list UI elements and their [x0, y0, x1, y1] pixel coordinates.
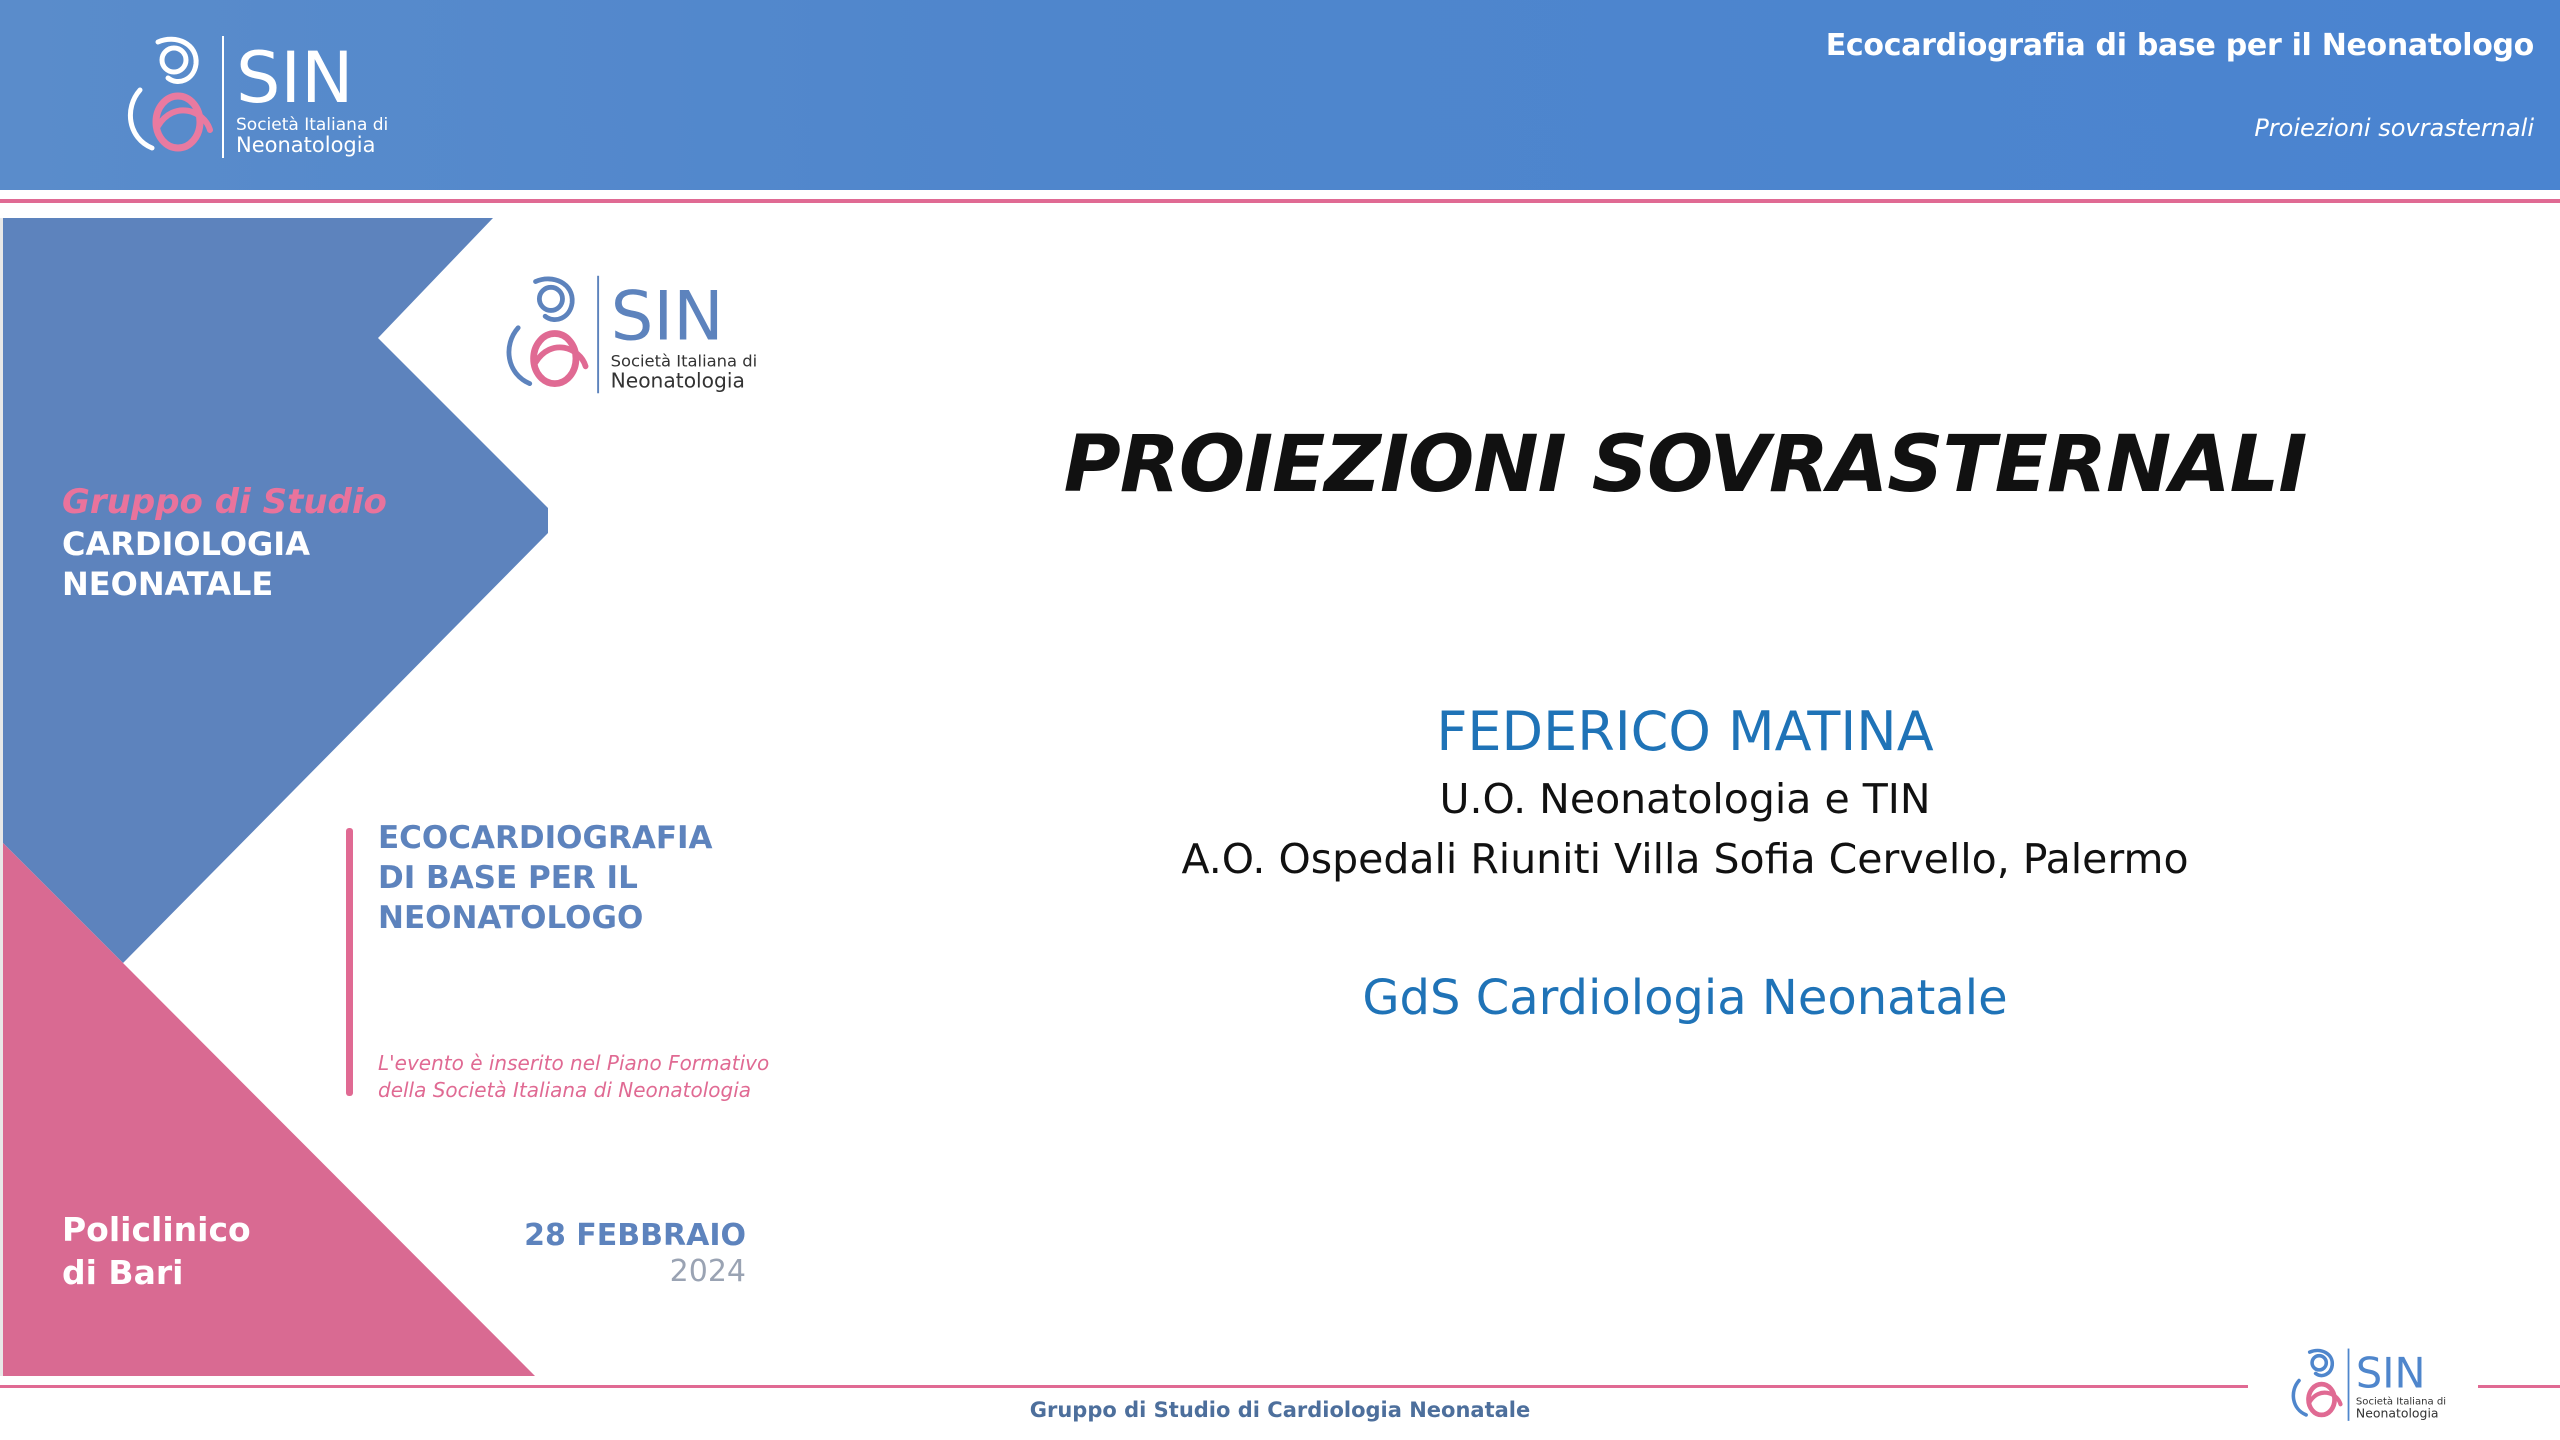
- poster-cardiologia-line1: CARDIOLOGIA: [62, 525, 310, 563]
- affiliation-hospital: A.O. Ospedali Riuniti Villa Sofia Cervello, Palermo: [1181, 835, 2189, 883]
- affiliation-unit: U.O. Neonatologia e TIN: [1439, 775, 1931, 823]
- top-divider: [0, 199, 2560, 203]
- poster-gruppo-label: Gruppo di Studio: [62, 482, 387, 522]
- poster-year: 2024: [669, 1254, 746, 1289]
- footer-text: Gruppo di Studio di Cardiologia Neonatale: [1029, 1398, 1531, 1422]
- bottom-divider-left: [0, 1385, 2248, 1388]
- logo-line2: Neonatologia: [236, 133, 376, 157]
- poster-venue-line2: di Bari: [62, 1253, 184, 1292]
- poster-accent-bar: [346, 828, 353, 1096]
- poster-event-title: [378, 818, 713, 938]
- header-title: Ecocardiografia di base per il Neonatologo: [1825, 28, 2534, 63]
- header-banner: [0, 0, 2560, 190]
- mother-child-logo-icon: [130, 39, 210, 148]
- sin-logo: [118, 30, 388, 165]
- poster-logo-line1: Società Italiana di: [610, 351, 757, 371]
- logo-line1: Società Italiana di: [236, 115, 388, 135]
- poster-venue-line1: Policlinico: [62, 1210, 251, 1249]
- author-name: FEDERICO MATINA: [1436, 700, 1934, 763]
- bottom-divider-right: [2478, 1385, 2560, 1388]
- poster-evento-line1: L'evento è inserito nel Piano Formativo: [378, 1051, 770, 1075]
- poster-date: 28 FEBBRAIO: [524, 1218, 746, 1253]
- poster-sin-logo: [497, 270, 757, 400]
- footer-logo-line2: Neonatologia: [2355, 1405, 2439, 1421]
- footer-logo-name: SIN: [2355, 1348, 2426, 1398]
- footer-sin-logo: [2286, 1345, 2446, 1425]
- slide-title: PROIEZIONI SOVRASTERNALI: [1063, 420, 2307, 510]
- study-group-label: GdS Cardiologia Neonatale: [1362, 970, 2008, 1026]
- poster-venue: [62, 1208, 251, 1294]
- mother-child-logo-icon: [509, 279, 586, 384]
- poster-cardiologia-label: [62, 524, 310, 604]
- header-subtitle: Proiezioni sovrasternali: [2254, 114, 2534, 142]
- poster-cardiologia-line2: NEONATALE: [62, 565, 274, 603]
- poster-logo-name: SIN: [610, 276, 724, 356]
- poster-evento-note: [378, 1050, 769, 1104]
- poster-logo-line2: Neonatologia: [610, 368, 745, 393]
- logo-name: SIN: [236, 37, 354, 119]
- poster-eco-line1: ECOCARDIOGRAFIA: [378, 820, 713, 856]
- poster-eco-line2: DI BASE PER IL: [378, 860, 638, 896]
- poster-evento-line2: della Società Italiana di Neonatologia: [378, 1078, 752, 1102]
- poster-eco-line3: NEONATOLOGO: [378, 900, 644, 936]
- logo-divider: [222, 36, 224, 158]
- footer-logo-line1: Società Italiana di: [2355, 1396, 2446, 1408]
